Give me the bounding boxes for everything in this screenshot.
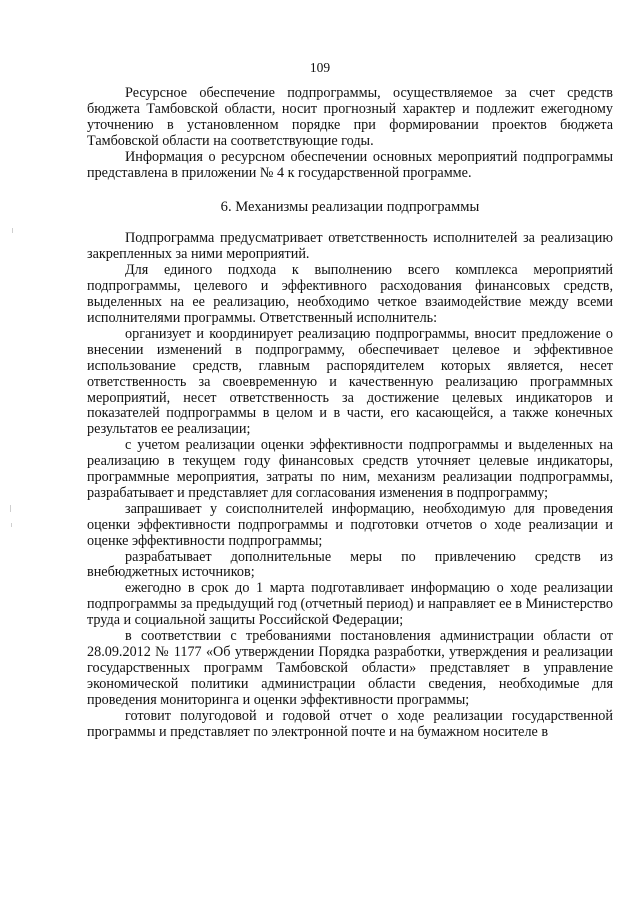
paragraph: Информация о ресурсном обеспечении основных мероприятий подпрограммы представлена в приложении № 4 к государственной программе. <box>87 148 613 181</box>
paragraph: Для единого подхода к выполнению всего комплекса мероприятий подпрограммы, целевого и эффективного расходования финансовых средств, выделенных на ее реализацию, необходимо четкое взаимодействие между всеми исполнителями программы. Ответственный исполнитель: <box>87 262 613 326</box>
duty-item: в соответствии с требованиями постановления администрации области от 28.09.2012 № 1177 «Об утверждении Порядка разработки, утверждения и реализации государственных программ Тамбовской области» представляет в управление экономической политики администрации области сведения, необходимые для проведения мониторинга и оценки эффективности программы; <box>87 628 613 708</box>
scan-speck <box>10 505 11 512</box>
duty-item: разрабатывает дополнительные меры по привлечению средств из внебюджетных источников; <box>87 548 613 581</box>
paragraph: Ресурсное обеспечение подпрограммы, осуществляемое за счет средств бюджета Тамбовской области, носит прогнозный характер и подлежит ежегодному уточнению в установленном порядке при формировании проектов бюджета Тамбовской области на соответствующие годы. <box>87 85 613 149</box>
page-number: 109 <box>309 60 331 75</box>
duty-item: запрашивает у соисполнителей информацию, необходимую для проведения оценки эффективности подпрограммы и подготовки отчетов о ходе реализации и оценке эффективности подпрограммы; <box>87 500 613 549</box>
paragraph: Подпрограмма предусматривает ответственность исполнителей за реализацию закрепленных за ними мероприятий. <box>87 230 613 263</box>
duty-item: организует и координирует реализацию подпрограммы, вносит предложение о внесении изменений в подпрограмму, обеспечивает целевое и эффективное использование средств, главным распорядителем которых является, несет ответственность за своевременную и качественную реализацию программных мероприятий, несет ответственность за достижение целевых индикаторов и показателей подпрограммы в целом и в части, его касающейся, а также конечных результатов ее реализации; <box>87 325 613 438</box>
section-heading: 6. Механизмы реализации подпрограммы <box>220 199 480 216</box>
scan-speck <box>12 228 13 233</box>
scan-speck <box>11 523 12 527</box>
duty-item: готовит полугодовой и годовой отчет о ходе реализации государственной программы и представляет по электронной почте и на бумажном носителе в <box>87 707 613 740</box>
document-body <box>87 86 613 740</box>
duty-item: ежегодно в срок до 1 марта подготавливает информацию о ходе реализации подпрограммы за предыдущий год (отчетный период) и направляет ее в Министерство труда и социальной защиты Российской Федерации; <box>87 580 613 629</box>
duty-item: с учетом реализации оценки эффективности подпрограммы и выделенных на реализацию в текущем году финансовых средств уточняет целевые индикаторы, программные мероприятия, затраты по ним, механизм реализации подпрограммы, разрабатывает и представляет для согласования изменения в подпрограмму; <box>87 437 613 501</box>
